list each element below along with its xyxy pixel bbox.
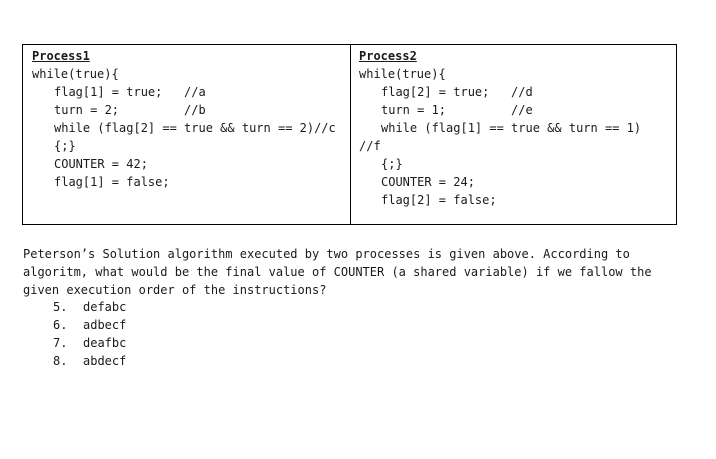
question-text: Peterson’s Solution algorithm executed by two processes is given above. According to algoritm, what would be the final value of COUNTER (a shared variable) if we fallow the given execution order of the instructions? [23, 247, 652, 297]
code-line: while(true){ [32, 67, 119, 81]
code-line: {;} [381, 157, 403, 171]
code-line: while(true){ [359, 67, 446, 81]
option-text: abdecf [83, 354, 127, 368]
code-line: turn = 1; //e [381, 103, 533, 117]
code-line: COUNTER = 24; [381, 175, 475, 189]
process1-title: Process1 [32, 49, 90, 63]
code-line: flag[2] = true; //d [381, 85, 533, 99]
option-item [53, 352, 126, 370]
code-line: flag[1] = false; [54, 175, 170, 189]
code-line: while (flag[2] == true && turn == 2)//c [54, 121, 336, 135]
code-line: flag[1] = true; //a [54, 85, 206, 99]
code-line: //f [359, 139, 381, 153]
option-item [53, 298, 126, 316]
process2-cell [351, 45, 676, 224]
process2-title: Process2 [359, 49, 417, 63]
code-line: turn = 2; //b [54, 103, 206, 117]
code-table [22, 44, 677, 225]
option-item [53, 316, 126, 334]
option-text: defabc [83, 300, 127, 314]
option-number: 5. [53, 300, 68, 314]
option-number: 7. [53, 336, 68, 350]
code-line: COUNTER = 42; [54, 157, 148, 171]
code-line: while (flag[1] == true && turn == 1) [381, 121, 642, 135]
option-item [53, 334, 126, 352]
option-number: 8. [53, 354, 68, 368]
code-line: flag[2] = false; [381, 193, 497, 207]
process1-cell [23, 45, 351, 224]
option-text: adbecf [83, 318, 127, 332]
code-line: {;} [54, 139, 76, 153]
option-number: 6. [53, 318, 68, 332]
answer-options [53, 298, 126, 370]
option-text: deafbc [83, 336, 127, 350]
